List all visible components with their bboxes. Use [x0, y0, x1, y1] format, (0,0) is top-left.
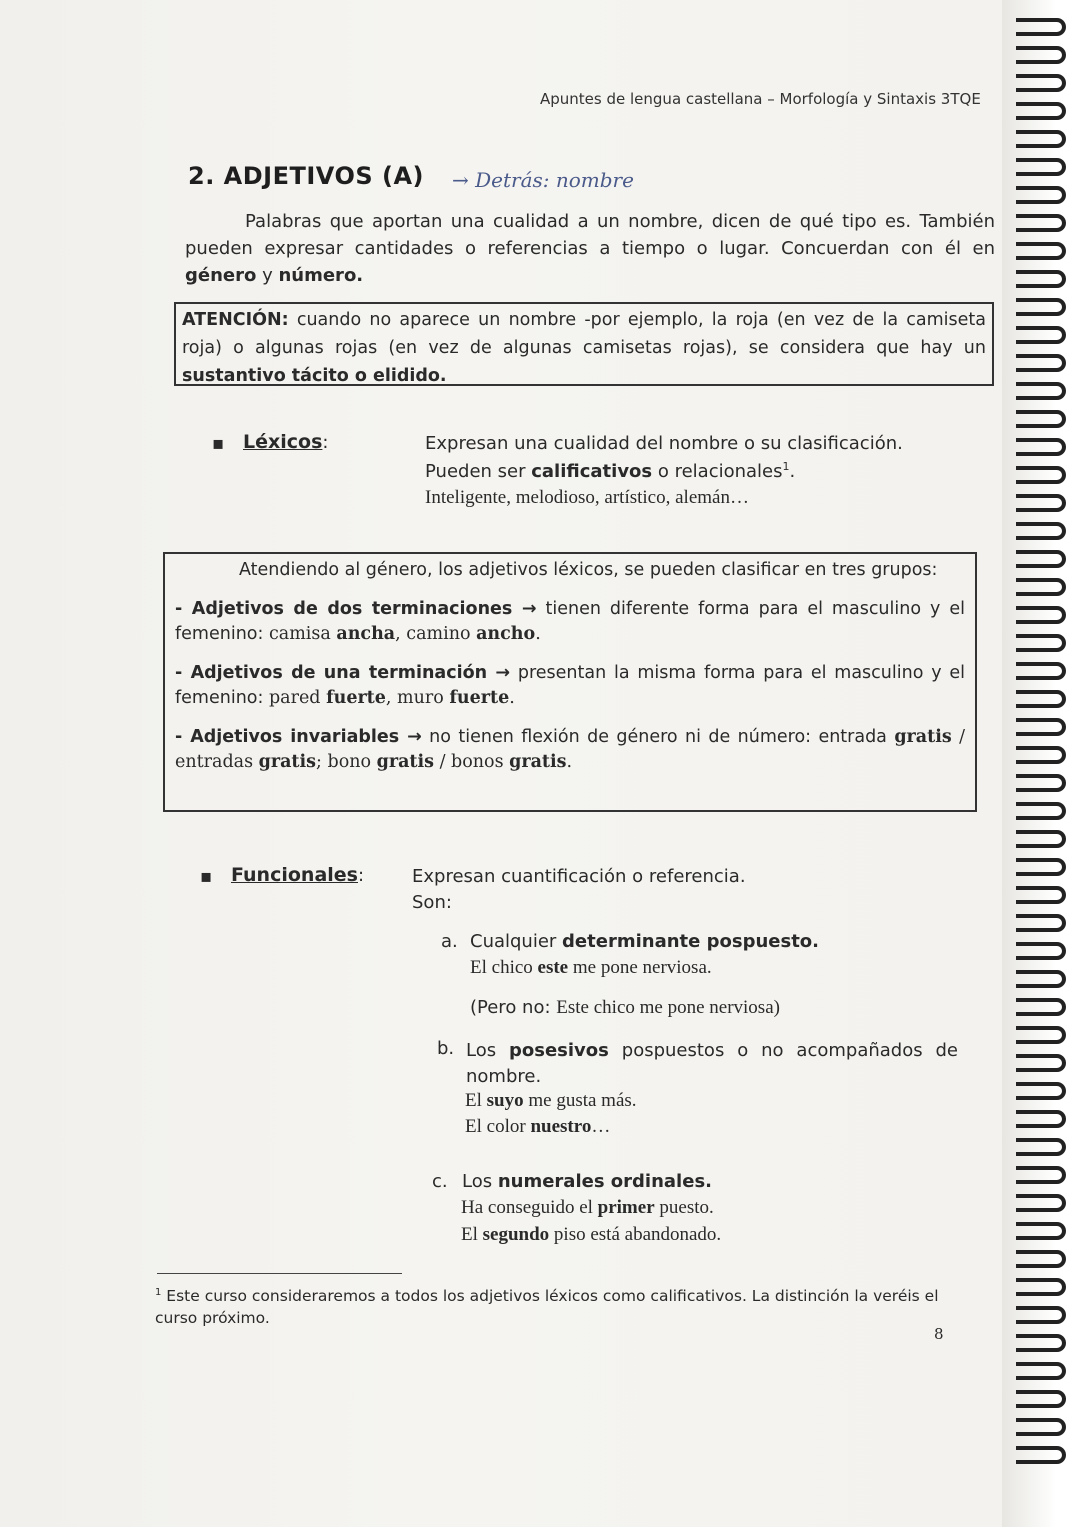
- spiral-coil: [1016, 1138, 1066, 1156]
- spiral-coil: [1016, 662, 1066, 680]
- genero-group-2: - Adjetivos de una terminación → presentan la misma forma para el masculino y el femenino: pared fuerte, muro fuerte.: [175, 663, 965, 708]
- spiral-coil: [1016, 466, 1066, 484]
- spiral-coil: [1016, 578, 1066, 596]
- footnote: $^1$ Este curso consideraremos a todos los adjetivos léxicos como calificativos. La distinción la veréis el curso próximo.: [155, 1287, 939, 1328]
- section-title: 2. ADJETIVOS (A): [188, 162, 424, 190]
- bullet-icon: ▪: [212, 433, 225, 454]
- spiral-coil: [1016, 1194, 1066, 1212]
- item-b-marker: b.: [437, 1038, 455, 1059]
- genero-intro: Atendiendo al género, los adjetivos léxicos, se pueden clasificar en tres grupos:: [239, 560, 938, 580]
- spiral-coil: [1016, 1166, 1066, 1184]
- spiral-coil: [1016, 410, 1066, 428]
- spiral-coil: [1016, 690, 1066, 708]
- spiral-coil: [1016, 382, 1066, 400]
- spiral-coil: [1016, 522, 1066, 540]
- running-header: Apuntes de lengua castellana – Morfología y Sintaxis 3TQE: [540, 90, 981, 108]
- spiral-coil: [1016, 830, 1066, 848]
- handwritten-note: → Detrás: nombre: [452, 168, 634, 192]
- spiral-coil: [1016, 1278, 1066, 1296]
- spiral-coil: [1016, 186, 1066, 204]
- footnote-divider: [157, 1273, 402, 1274]
- spiral-coil: [1016, 1306, 1066, 1324]
- spiral-coil: [1016, 858, 1066, 876]
- spiral-coil: [1016, 1418, 1066, 1436]
- spiral-coil: [1016, 326, 1066, 344]
- item-a-marker: a.: [441, 931, 458, 952]
- spiral-coil: [1016, 1026, 1066, 1044]
- item-c-example-1: Ha conseguido el primer puesto.: [461, 1197, 714, 1218]
- funcionales-line1: Expresan cuantificación o referencia.: [412, 866, 746, 887]
- spiral-coil: [1016, 214, 1066, 232]
- spiral-coil: [1016, 1082, 1066, 1100]
- funcionales-label: Funcionales:: [231, 864, 365, 886]
- lexicos-line1: Expresan una cualidad del nombre o su clasificación.: [425, 433, 903, 454]
- spiral-coil: [1016, 18, 1066, 36]
- spiral-coil: [1016, 1334, 1066, 1352]
- item-b-example-2: El color nuestro…: [465, 1116, 611, 1137]
- spiral-coil: [1016, 74, 1066, 92]
- spiral-coil: [1016, 1390, 1066, 1408]
- spiral-coil: [1016, 494, 1066, 512]
- spiral-coil: [1016, 914, 1066, 932]
- spiral-binding: [1002, 0, 1080, 1527]
- item-c-marker: c.: [432, 1171, 448, 1192]
- spiral-coil: [1016, 718, 1066, 736]
- spiral-coil: [1016, 606, 1066, 624]
- spiral-coil: [1016, 1446, 1066, 1464]
- spiral-coil: [1016, 998, 1066, 1016]
- spiral-coil: [1016, 270, 1066, 288]
- genero-group-3: - Adjetivos invariables → no tienen flexión de género ni de número: entrada gratis / entradas gratis; bono gratis / bonos gratis.: [175, 727, 965, 772]
- spiral-coil: [1016, 802, 1066, 820]
- item-b-example-1: El suyo me gusta más.: [465, 1090, 637, 1111]
- spiral-coil: [1016, 242, 1066, 260]
- spiral-coil: [1016, 46, 1066, 64]
- spiral-coil: [1016, 942, 1066, 960]
- item-a-note: (Pero no: Este chico me pone nerviosa): [470, 997, 780, 1018]
- lexicos-line2: Pueden ser calificativos o relacionales$^1$.: [425, 460, 796, 482]
- spiral-coil: [1016, 298, 1066, 316]
- spiral-coil: [1016, 634, 1066, 652]
- spiral-coil: [1016, 1054, 1066, 1072]
- intro-paragraph: Palabras que aportan una cualidad a un nombre, dicen de qué tipo es. También pueden expresar cantidades o referencias a tiempo o lugar. Concuerdan con él en género y número.: [185, 211, 995, 286]
- spiral-coil: [1016, 550, 1066, 568]
- lexicos-label: Léxicos:: [243, 431, 329, 453]
- funcionales-line2: Son:: [412, 892, 452, 913]
- item-a-example: El chico este me pone nerviosa.: [470, 957, 712, 978]
- spiral-coil: [1016, 746, 1066, 764]
- spiral-coil: [1016, 102, 1066, 120]
- item-a-text: Cualquier determinante pospuesto.: [470, 931, 820, 952]
- item-b-text: Los posesivos pospuestos o no acompañados de nombre.: [466, 1040, 958, 1087]
- spiral-coil: [1016, 886, 1066, 904]
- page-number: 8: [934, 1325, 944, 1343]
- item-c-example-2: El segundo piso está abandonado.: [461, 1224, 722, 1245]
- genero-box: [163, 552, 977, 812]
- spiral-coil: [1016, 158, 1066, 176]
- atencion-box: ATENCIÓN: cuando no aparece un nombre -por ejemplo, la roja (en vez de la camiseta roja) o algunas rojas (en vez de algunas camisetas rojas), se considera que hay un sustantivo tácito o elidido.: [174, 302, 994, 386]
- spiral-coil: [1016, 1222, 1066, 1240]
- lexicos-examples: Inteligente, melodioso, artístico, alemán…: [425, 487, 749, 508]
- spiral-coil: [1016, 970, 1066, 988]
- spiral-coil: [1016, 1110, 1066, 1128]
- spiral-coil: [1016, 130, 1066, 148]
- spiral-coil: [1016, 1362, 1066, 1380]
- spiral-coil: [1016, 774, 1066, 792]
- genero-group-1: - Adjetivos de dos terminaciones → tienen diferente forma para el masculino y el femenino: camisa ancha, camino ancho.: [175, 599, 965, 644]
- spiral-coil: [1016, 438, 1066, 456]
- spiral-coil: [1016, 354, 1066, 372]
- spiral-coil: [1016, 1250, 1066, 1268]
- item-c-text: Los numerales ordinales.: [462, 1171, 712, 1192]
- bullet-icon: ▪: [200, 866, 213, 887]
- atencion-label: ATENCIÓN:: [182, 310, 289, 330]
